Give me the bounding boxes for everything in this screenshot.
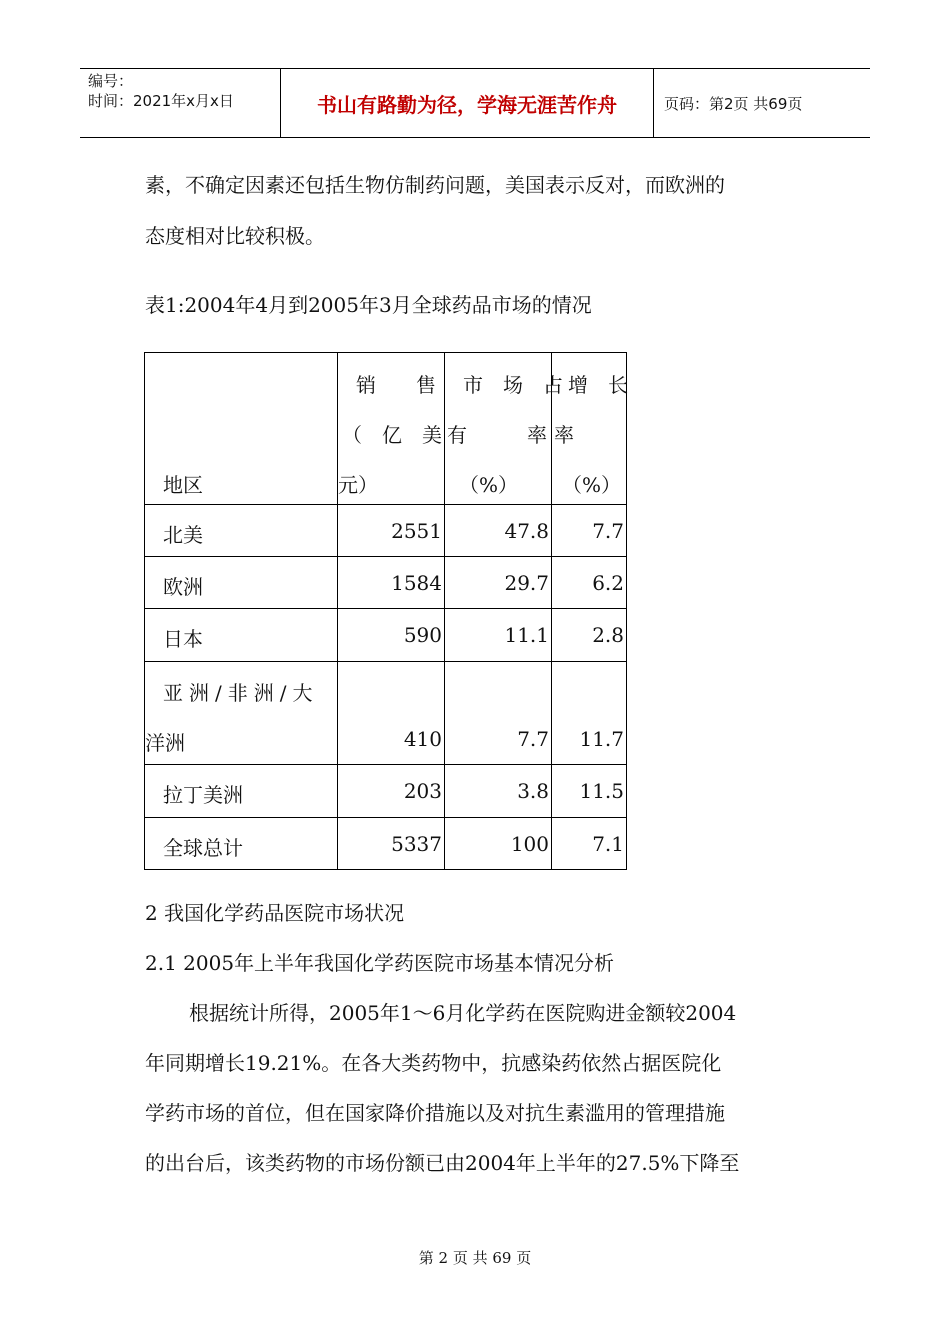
- paragraph-line: 的出台后，该类药物的市场份额已由2004年上半年的27.5%下降至: [145, 1151, 740, 1175]
- cell-region: 全球总计: [145, 818, 338, 870]
- cell-region: 北美: [145, 505, 338, 557]
- header-region: 地区: [145, 353, 338, 505]
- cell-share: 29.7: [445, 557, 552, 609]
- cell-region: 日本: [145, 609, 338, 662]
- cell-sales: 2551: [338, 505, 445, 557]
- page-header: [80, 68, 870, 138]
- market-table: [144, 352, 627, 870]
- paragraph-line: 学药市场的首位，但在国家降价措施以及对抗生素滥用的管理措施: [145, 1101, 725, 1125]
- table-row: [145, 765, 627, 818]
- subsection-heading: 2.1 2005年上半年我国化学药医院市场基本情况分析: [145, 951, 615, 975]
- header-growth: 增 长 率 （%）: [552, 353, 627, 505]
- table-header-row: [145, 353, 627, 505]
- header-sales: 销 售 （ 亿 美 元）: [338, 353, 445, 505]
- cell-sales: 410: [338, 662, 445, 765]
- table-caption: 表1:2004年4月到2005年3月全球药品市场的情况: [145, 293, 592, 317]
- paragraph-line: 年同期增长19.21%。在各大类药物中，抗感染药依然占据医院化: [145, 1051, 722, 1075]
- cell-growth: 7.7: [552, 505, 627, 557]
- section-heading: 2 我国化学药品医院市场状况: [145, 901, 405, 925]
- header-page-label: 页码：第2页 共69页: [664, 94, 803, 113]
- table-row: [145, 505, 627, 557]
- cell-share: 11.1: [445, 609, 552, 662]
- cell-share: 3.8: [445, 765, 552, 818]
- cell-region: 拉丁美洲: [145, 765, 338, 818]
- cell-sales: 1584: [338, 557, 445, 609]
- cell-sales: 590: [338, 609, 445, 662]
- cell-growth: 2.8: [552, 609, 627, 662]
- cell-sales: 203: [338, 765, 445, 818]
- table-row: [145, 609, 627, 662]
- cell-share: 47.8: [445, 505, 552, 557]
- date-label: 时间：2021年x月x日: [88, 92, 234, 110]
- paragraph-line: 素，不确定因素还包括生物仿制药问题，美国表示反对，而欧洲的: [145, 173, 725, 197]
- cell-growth: 11.7: [552, 662, 627, 765]
- page-footer: 第 2 页 共 69 页: [418, 1249, 532, 1267]
- paragraph-line: 根据统计所得，2005年1～6月化学药在医院购进金额较2004: [189, 1001, 737, 1025]
- paragraph-line: 态度相对比较积极。: [145, 224, 325, 248]
- table-row: [145, 818, 627, 870]
- header-info-cell: [80, 69, 281, 137]
- table-row: [145, 662, 627, 765]
- cell-growth: 6.2: [552, 557, 627, 609]
- cell-growth: 11.5: [552, 765, 627, 818]
- header-share: 市 场 占 有 率 （%）: [445, 353, 552, 505]
- cell-growth: 7.1: [552, 818, 627, 870]
- cell-share: 7.7: [445, 662, 552, 765]
- cell-region: 亚洲/非洲/大 洋洲: [145, 662, 338, 765]
- cell-region: 欧洲: [145, 557, 338, 609]
- header-motto: 书山有路勤为径，学海无涯苦作舟: [281, 69, 654, 137]
- cell-share: 100: [445, 818, 552, 870]
- cell-sales: 5337: [338, 818, 445, 870]
- number-label: 编号：: [88, 72, 134, 90]
- table-row: [145, 557, 627, 609]
